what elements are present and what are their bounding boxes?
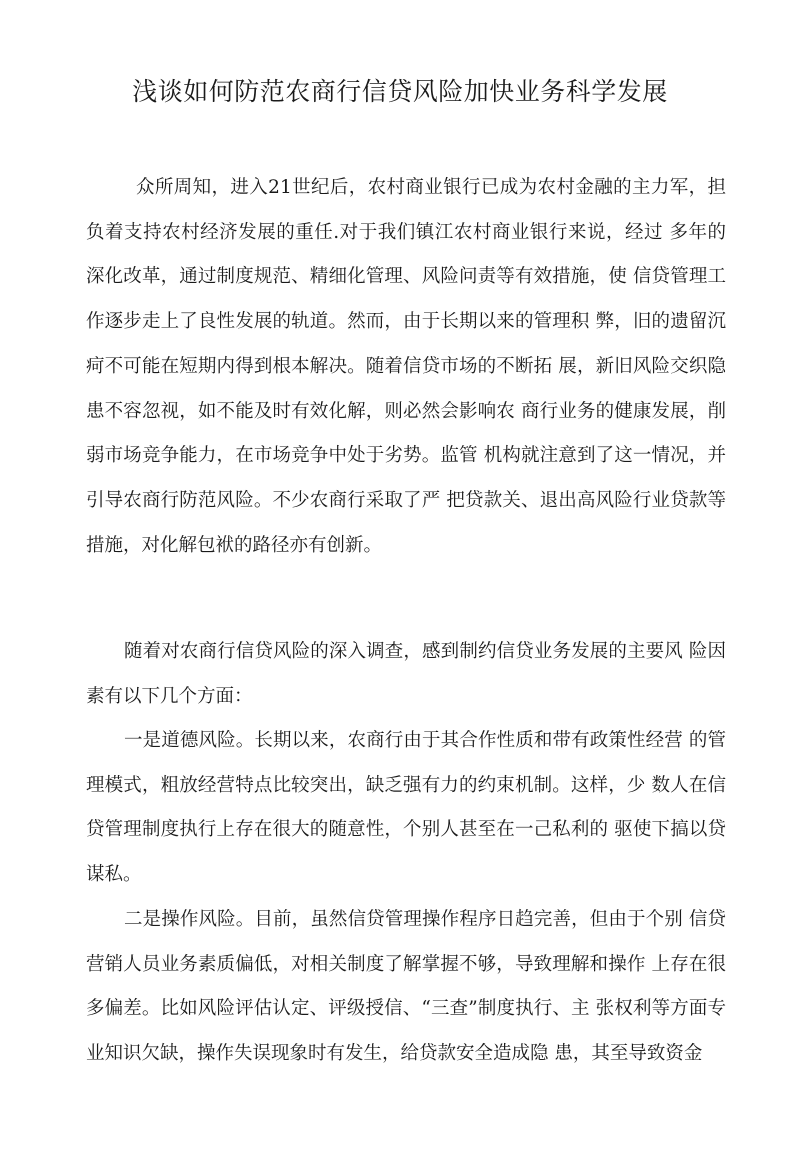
paragraph-intro: 众所周知，进入21世纪后，农村商业银行已成为农村金融的主力军，担负着支持农村经济发展的重任.对于我们镇江农村商业银行来说，经过 多年的深化改革，通过制度规范、精细化管理、风险问责等有效措施，使 信贷管理工作逐步走上了良性发展的轨道。然而，由于长期以来的管理积 弊，旧的遗留沉疴不可能在短期内得到根本解决。随着信贷市场的不断拓 展，新旧风险交织隐患不容忽视，如不能及时有效化解，则必然会影响农 商行业务的健康发展，削弱市场竞争能力，在市场竞争中处于劣势。监管 机构就注意到了这一情况，并引导农商行防范风险。不少农商行采取了严 把贷款关、退出高风险行业贷款等措施，对化解包袱的路径亦有创新。 xyxy=(86,177,726,556)
paragraph-risk-factors: 随着对农商行信贷风险的深入调查，感到制约信贷业务发展的主要风 险因素有以下几个方面： xyxy=(86,641,726,707)
document-title: 浅谈如何防范农商行信贷风险加快业务科学发展 xyxy=(132,77,668,106)
paragraph-operational-risk: 二是操作风险。目前，虽然信贷管理操作程序日趋完善，但由于个别 信贷营销人员业务素质偏低，对相关制度了解掌握不够，导致理解和操作 上存在很多偏差。比如风险评估认定、评级授信、“三查”制度执行、主 张权利等方面专业知识欠缺，操作失误现象时有发生，给贷款安全造成隐 患，其至导致资金 xyxy=(86,909,726,1065)
paragraph-moral-risk: 一是道德风险。长期以来，农商行由于其合作性质和带有政策性经营 的管理模式，粗放经营特点比较突出，缺乏强有力的约束机制。这样，少 数人在信贷管理制度执行上存在很大的随意性，个别人甚至在一己私利的 驱使下搞以贷谋私。 xyxy=(86,730,726,886)
